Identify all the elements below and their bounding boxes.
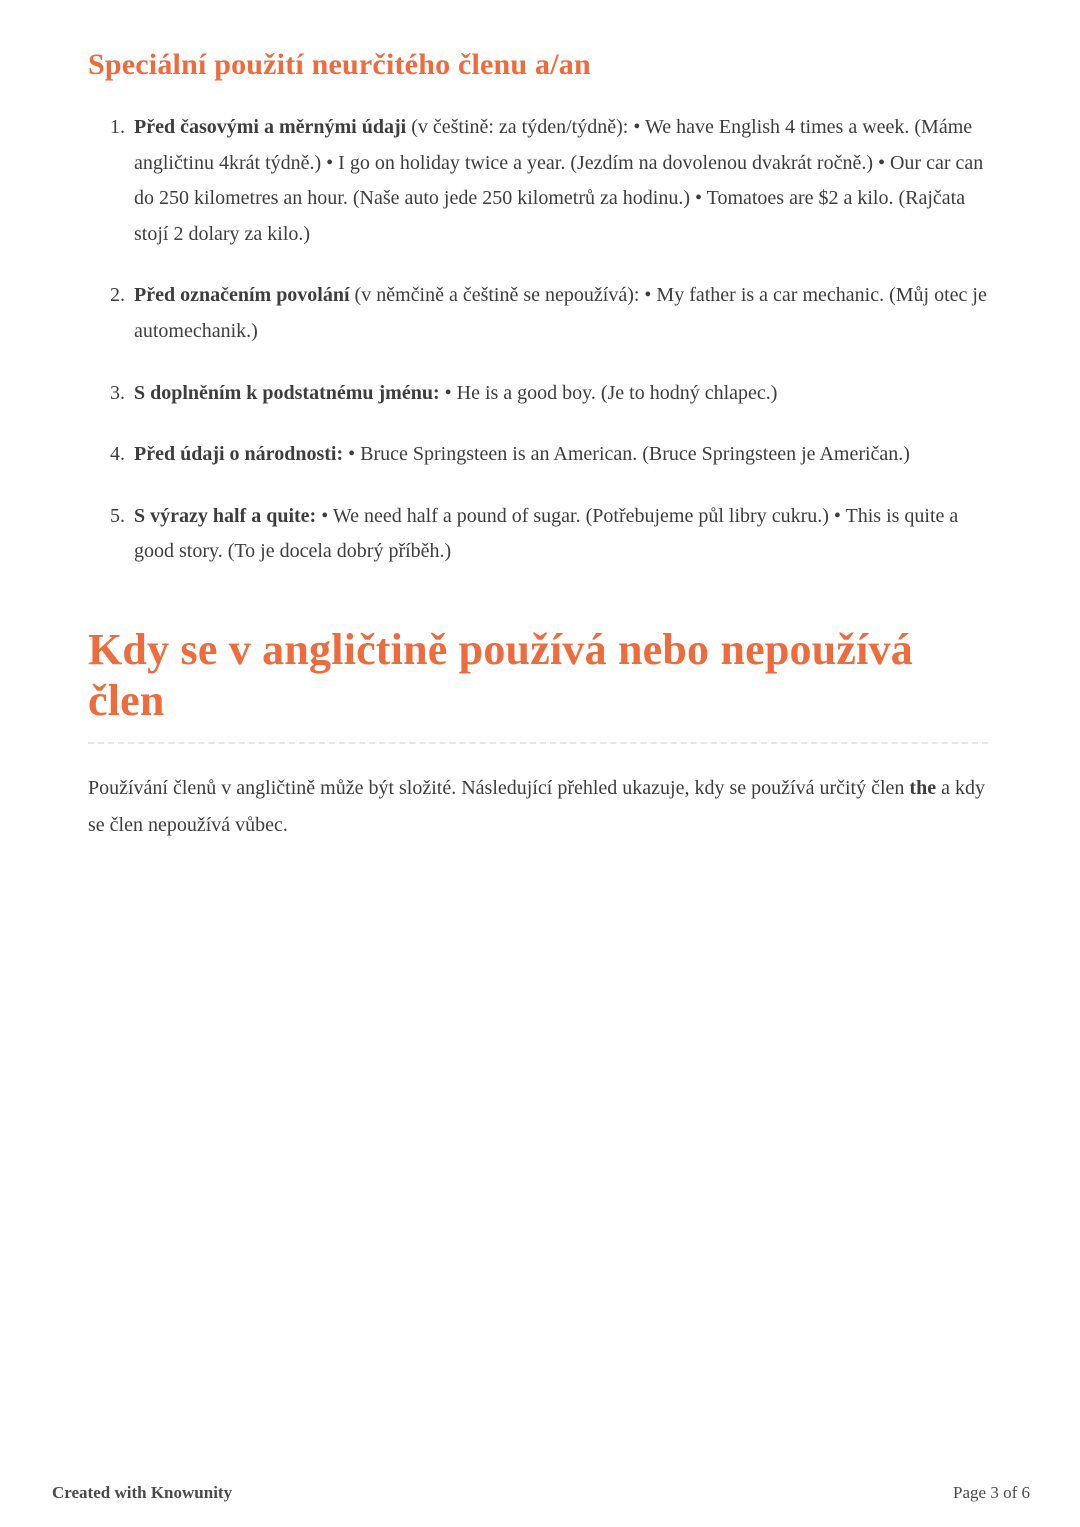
- list-item-text: • Bruce Springsteen is an American. (Bruce Springsteen je Američan.): [343, 443, 910, 466]
- list-item-lead: S výrazy half a quite:: [134, 504, 317, 527]
- list-item-lead: Před údaji o národnosti:: [134, 443, 344, 466]
- list-item: [130, 437, 988, 473]
- list-item-text: • We need half a pound of sugar. (Potřebujeme půl libry cukru.) • This is quite a good story. (To je docela dobrý příběh.): [134, 504, 959, 563]
- intro-paragraph: [88, 770, 988, 844]
- intro-paragraph-text: Používání členů v angličtině může být složité. Následující přehled ukazuje, kdy se používá určitý člen: [88, 776, 910, 799]
- list-item-text: • He is a good boy. (Je to hodný chlapec.): [439, 381, 778, 404]
- footer-page-number: Page 3 of 6: [953, 1483, 1030, 1502]
- intro-paragraph-text: a kdy se člen nepoužívá vůbec.: [88, 776, 985, 836]
- intro-paragraph-bold-the: the: [909, 776, 937, 799]
- page-footer: [0, 1483, 1080, 1503]
- list-item-lead: Před časovými a měrnými údaji: [134, 116, 407, 138]
- list-item: [130, 376, 988, 412]
- rules-list: [88, 110, 988, 570]
- section-title-special-use: Speciální použití neurčitého členu a/an: [88, 48, 591, 81]
- list-item: [130, 110, 988, 252]
- list-item: [130, 499, 988, 570]
- footer-created-with: Created with Knowunity: [52, 1483, 233, 1502]
- list-item: [130, 278, 988, 349]
- section-title-when-articles-used: Kdy se v angličtině používá nebo nepoužívá člen: [88, 624, 988, 744]
- list-item-text: (v češtině: za týden/týdně): • We have English 4 times a week. (Máme angličtinu 4krát týdně.) • I go on holiday twice a year. (Jezdím na dovolenou dvakrát ročně.) • Our car can do 250 kilometres an hour. (Naše auto jede 250 kilometrů za hodinu.) • Tomatoes are $2 a kilo. (Rajčata stojí 2 dolary za kilo.): [134, 116, 984, 245]
- list-item-lead: Před označením povolání: [134, 284, 350, 307]
- list-item-lead: S doplněním k podstatnému jménu:: [134, 381, 440, 404]
- list-item-text: (v němčině a češtině se nepoužívá): • My father is a car mechanic. (Můj otec je automechanik.): [134, 284, 987, 342]
